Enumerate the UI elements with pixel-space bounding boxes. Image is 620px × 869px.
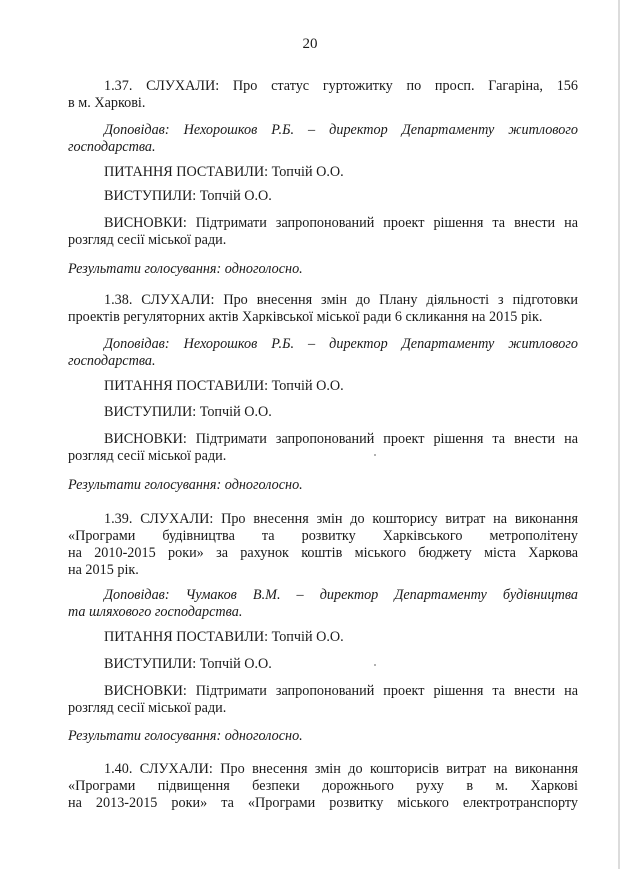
speaker-1-38-line2: господарства.	[68, 353, 156, 369]
conclusions-1-37-line2: розгляд сесії міської ради.	[68, 232, 227, 248]
speaker-1-38-line1: Доповідав: Нехорошков Р.Б. – директор Департаменту житлового	[104, 336, 578, 352]
conclusions-1-38-line1: ВИСНОВКИ: Підтримати запропонований проект рішення та внести на	[104, 431, 578, 447]
heard-1-37-line2: в м. Харкові.	[68, 95, 146, 111]
scan-speck	[374, 454, 376, 456]
conclusions-1-39-line2: розгляд сесії міської ради.	[68, 700, 227, 716]
heard-1-38-line1: 1.38. СЛУХАЛИ: Про внесення змін до Плану діяльності з підготовки	[104, 292, 578, 308]
raised-1-38: ПИТАННЯ ПОСТАВИЛИ: Топчій О.О.	[104, 378, 344, 394]
speaker-1-39-line2: та шляхового господарства.	[68, 604, 243, 620]
spoke-1-37: ВИСТУПИЛИ: Топчій О.О.	[104, 188, 272, 204]
scan-speck	[374, 664, 376, 666]
conclusions-1-39-line1: ВИСНОВКИ: Підтримати запропонований проект рішення та внести на	[104, 683, 578, 699]
heard-1-39-line1: 1.39. СЛУХАЛИ: Про внесення змін до кошторису витрат на виконання	[104, 511, 578, 527]
speaker-1-37-line2: господарства.	[68, 139, 156, 155]
heard-1-38-line2: проектів регуляторних актів Харківської міської ради 6 скликання на 2015 рік.	[68, 309, 543, 325]
heard-1-40-line2: «Програми підвищення безпеки дорожнього руху в м. Харкові	[68, 778, 578, 794]
speaker-1-39-line1: Доповідав: Чумаков В.М. – директор Департаменту будівництва	[104, 587, 578, 603]
raised-1-37: ПИТАННЯ ПОСТАВИЛИ: Топчій О.О.	[104, 164, 344, 180]
vote-1-37: Результати голосування: одноголосно.	[68, 261, 303, 277]
conclusions-1-37-line1: ВИСНОВКИ: Підтримати запропонований проект рішення та внести на	[104, 215, 578, 231]
heard-1-40-line1: 1.40. СЛУХАЛИ: Про внесення змін до кошторисів витрат на виконання	[104, 761, 578, 777]
heard-1-37-line1: 1.37. СЛУХАЛИ: Про статус гуртожитку по просп. Гагаріна, 156	[104, 78, 578, 94]
page-number: 20	[302, 36, 318, 52]
heard-1-39-line4: на 2015 рік.	[68, 562, 139, 578]
spoke-1-39: ВИСТУПИЛИ: Топчій О.О.	[104, 656, 272, 672]
raised-1-39: ПИТАННЯ ПОСТАВИЛИ: Топчій О.О.	[104, 629, 344, 645]
conclusions-1-38-line2: розгляд сесії міської ради.	[68, 448, 227, 464]
vote-1-39: Результати голосування: одноголосно.	[68, 728, 303, 744]
vote-1-38: Результати голосування: одноголосно.	[68, 477, 303, 493]
heard-1-39-line3: на 2010-2015 роки» за рахунок коштів міського бюджету міста Харкова	[68, 545, 578, 561]
speaker-1-37-line1: Доповідав: Нехорошков Р.Б. – директор Департаменту житлового	[104, 122, 578, 138]
heard-1-39-line2: «Програми будівництва та розвитку Харківського метрополітену	[68, 528, 578, 544]
heard-1-40-line3: на 2013-2015 роки» та «Програми розвитку міського електротранспорту	[68, 795, 578, 811]
spoke-1-38: ВИСТУПИЛИ: Топчій О.О.	[104, 404, 272, 420]
